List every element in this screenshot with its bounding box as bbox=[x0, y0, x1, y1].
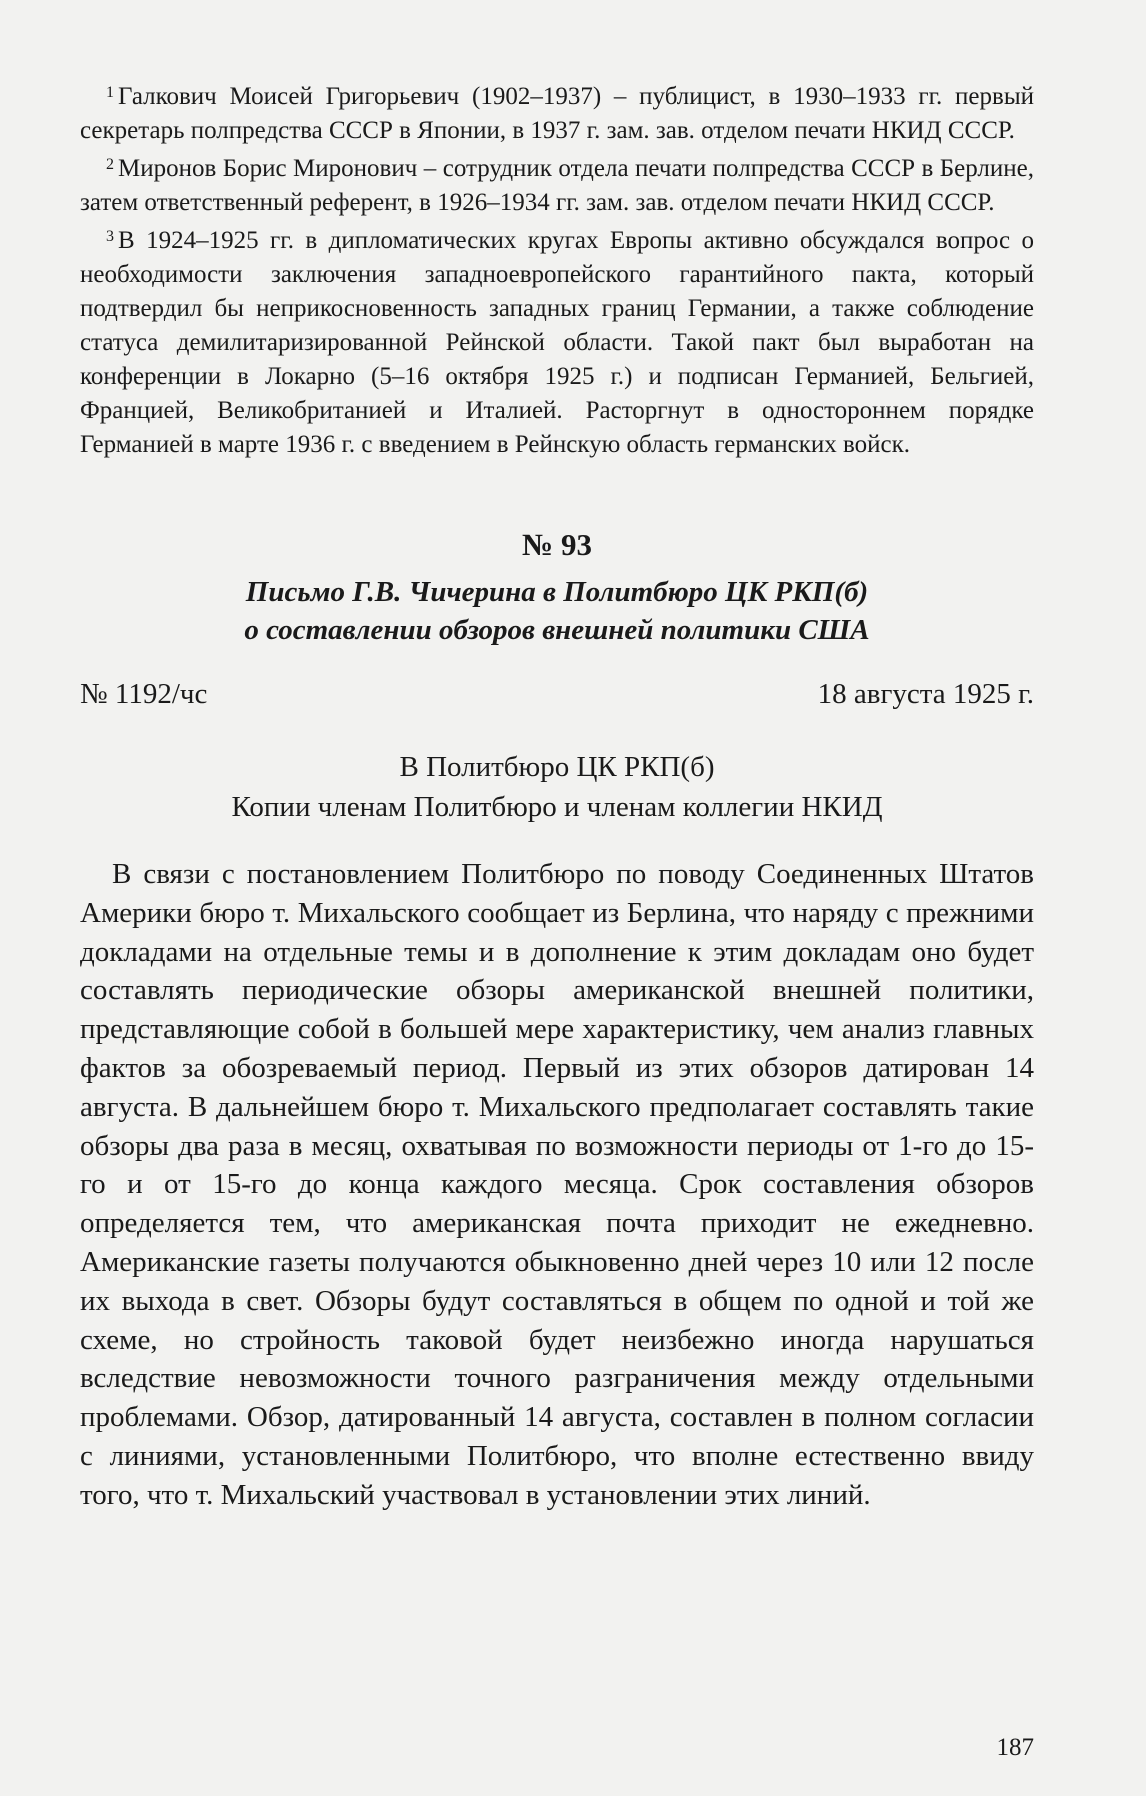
addressee-line-1: В Политбюро ЦК РКП(б) bbox=[399, 751, 715, 783]
document-number: № 93 bbox=[522, 527, 592, 562]
footnote-text: Миронов Борис Миронович – сотрудник отдела печати полпредства СССР в Берлине, затем ответственный референт, в 1926–1934 гг. зам. зав. отделом печати НКИД СССР. bbox=[80, 155, 1034, 216]
footnote-text: В 1924–1925 гг. в дипломатических кругах Европы активно обсуждался вопрос о необходимости заключения западноевропейского гарантийного пакта, который подтвердил бы неприкосновенность западных границ Германии, а также соблюдение статуса демилитаризированной Рейнской области. Такой пакт был выработан на конференции в Локарно (5–16 октября 1925 г.) и подписан Германией, Бельгией, Францией, Великобританией и Италией. Расторгнут в одностороннем порядке Германией в марте 1936 г. с введением в Рейнскую область германских войск. bbox=[80, 227, 1034, 458]
letter-body: В связи с постановлением Политбюро по поводу Соединенных Штатов Америки бюро т. Михальского сообщает из Берлина, что наряду с прежними докладами на отдельные темы и в дополнение к этим докладам оно будет составлять периодические обзоры американской внешней политики, представляющие собой в большей мере характеристику, чем анализ главных фактов за обозреваемый период. Первый из этих обзоров датирован 14 августа. В дальнейшем бюро т. Михальского предполагает составлять такие обзоры два раза в месяц, охватывая по возможности периоды от 1-го до 15-го и от 15-го до конца каждого месяца. Срок составления обзоров определяется тем, что американская почта приходит не ежедневно. Американские газеты получаются обыкновенно дней через 10 или 12 после их выхода в свет. Обзоры будут составляться в общем по одной и той же схеме, но стройность таковой будет неизбежно иногда нарушаться вследствие невозможности точного разграничения между отдельными проблемами. Обзор, датированный 14 августа, составлен в полном согласии с линиями, установленными Политбюро, что вполне естественно ввиду того, что т. Михальский участвовал в установлении этих линий. bbox=[80, 858, 1034, 1511]
footnote-2 bbox=[80, 148, 1034, 220]
book-page bbox=[80, 76, 1034, 1776]
footnote-marker: 1 bbox=[106, 84, 114, 101]
footnotes bbox=[80, 76, 1034, 462]
document-title-line-1: Письмо Г.В. Чичерина в Политбюро ЦК РКП(б) bbox=[245, 576, 869, 608]
footnote-text: Галкович Моисей Григорьевич (1902–1937) – публицист, в 1930–1933 гг. первый секретарь полпредства СССР в Японии, в 1937 г. зам. зав. отделом печати НКИД СССР. bbox=[80, 83, 1034, 144]
reference-number: № 1192/чс bbox=[80, 678, 208, 710]
document-title-line-2: о составлении обзоров внешней политики США bbox=[244, 614, 870, 646]
footnote-1 bbox=[80, 76, 1034, 148]
page-number: 187 bbox=[996, 1734, 1034, 1761]
addressee-line-2: Копии членам Политбюро и членам коллегии НКИД bbox=[231, 791, 883, 823]
footnote-marker: 3 bbox=[106, 228, 114, 245]
footnote-3 bbox=[80, 220, 1034, 462]
document-date: 18 августа 1925 г. bbox=[817, 678, 1034, 710]
addressee-block bbox=[80, 747, 1034, 827]
footnote-marker: 2 bbox=[106, 156, 114, 173]
document-meta bbox=[80, 675, 1034, 713]
document-title bbox=[80, 573, 1034, 649]
